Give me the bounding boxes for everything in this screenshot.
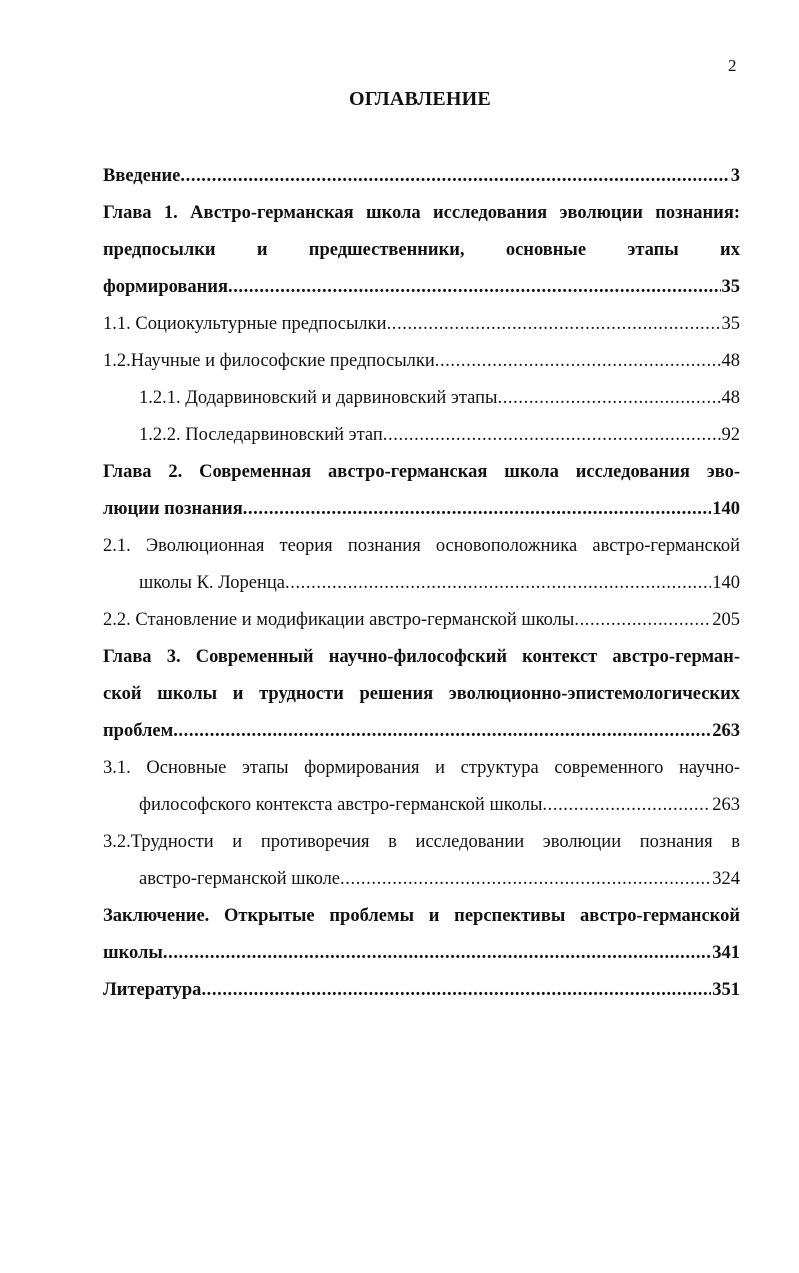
toc-word: и [256,240,268,260]
toc-entry-text: Заключение. Открытые проблемы и перспективы австро-германской [103,906,740,926]
toc-entry-text: ской школы и трудности решения эволюционно-эпистемологических [103,684,740,704]
toc-page-number: 351 [712,980,740,1000]
toc-chapter-1-line-2 [103,232,740,269]
toc-page-number: 48 [721,388,740,408]
toc-page-number: 205 [712,610,740,630]
toc-entry-text: формирования [103,277,228,297]
toc-chapter-3-line-3 [103,713,740,750]
toc-entry-text: 1.2.2. Последарвиновский этап [139,425,383,445]
dot-leader [173,713,711,750]
toc-entry-text: школы К. Лоренца [139,573,285,593]
dot-leader [542,787,711,824]
toc-entry-text: 3.1. Основные этапы формирования и структура современного научно- [103,758,740,778]
toc-page-number: 35 [721,277,740,297]
toc-page-number: 263 [712,795,740,815]
toc-entry-text: 1.1. Социокультурные предпосылки [103,314,387,334]
toc-section-2-2 [103,602,740,639]
toc-section-3-2-line-2 [103,861,740,898]
toc-page-number: 140 [712,499,740,519]
toc-entry-text: Литература [103,980,202,1000]
toc-entry-intro [103,158,740,195]
toc-page-number: 48 [721,351,740,371]
toc-entry-text: 1.2.Научные и философские предпосылки [103,351,435,371]
toc-entry-text: Глава 1. Австро-германская школа исследования эволюции познания: [103,203,740,223]
toc-subsection-1-2-2 [103,417,740,454]
toc-word: предшественники, [308,240,465,260]
toc-section-2-1-line-1 [103,528,740,565]
toc-page-number: 324 [712,869,740,889]
dot-leader [201,972,711,1009]
toc-section-1-1 [103,306,740,343]
toc-page-number: 3 [730,166,740,186]
toc-entry-text: люции познания [103,499,243,519]
dot-leader [497,380,720,417]
toc-chapter-3-line-2 [103,676,740,713]
dot-leader [340,861,711,898]
toc-chapter-2-line-2 [103,491,740,528]
toc-section-3-1-line-1 [103,750,740,787]
toc-word: их [720,240,740,260]
dot-leader [180,158,729,195]
toc-section-3-1-line-2 [103,787,740,824]
dot-leader [574,602,711,639]
toc-word: предпосылки [103,240,216,260]
dot-leader [387,306,721,343]
toc-entry-text: Введение [103,166,181,186]
dot-leader [285,565,711,602]
toc-page-number: 92 [721,425,740,445]
toc-chapter-1-line-3 [103,269,740,306]
toc-entry-text: проблем [103,721,174,741]
toc-section-2-1-line-2 [103,565,740,602]
table-of-contents [103,158,740,1009]
toc-conclusion-line-2 [103,935,740,972]
toc-entry-literature [103,972,740,1009]
toc-page-number: 341 [712,943,740,963]
toc-entry-text: 1.2.1. Додарвиновский и дарвиновский этапы [139,388,498,408]
dot-leader [163,935,711,972]
toc-page-number: 35 [721,314,740,334]
toc-subsection-1-2-1 [103,380,740,417]
dot-leader [383,417,721,454]
toc-chapter-1-line-1 [103,195,740,232]
page-title: ОГЛАВЛЕНИЕ [349,88,491,110]
toc-entry-text: Глава 3. Современный научно-философский контекст австро-герман- [103,647,740,667]
toc-entry-text: философского контекста австро-германской школы [139,795,543,815]
toc-page-number: 140 [712,573,740,593]
dot-leader [435,343,721,380]
toc-conclusion-line-1 [103,898,740,935]
toc-entry-text: Глава 2. Современная австро-германская школа исследования эво- [103,462,740,482]
page-number: 2 [728,56,737,75]
dot-leader [243,491,712,528]
toc-entry-text: 2.1. Эволюционная теория познания основоположника австро-германской [103,536,740,556]
toc-section-1-2 [103,343,740,380]
toc-section-3-2-line-1 [103,824,740,861]
toc-word: основные [505,240,587,260]
dot-leader [228,269,721,306]
toc-word: этапы [627,240,679,260]
toc-chapter-3-line-1 [103,639,740,676]
toc-entry-text: школы [103,943,163,963]
toc-page-number: 263 [712,721,740,741]
toc-entry-text: 2.2. Становление и модификации австро-германской школы [103,610,575,630]
toc-entry-text: австро-германской школе [139,869,341,889]
toc-entry-text: 3.2.Трудности и противоречия в исследовании эволюции познания в [103,832,740,852]
toc-chapter-2-line-1 [103,454,740,491]
